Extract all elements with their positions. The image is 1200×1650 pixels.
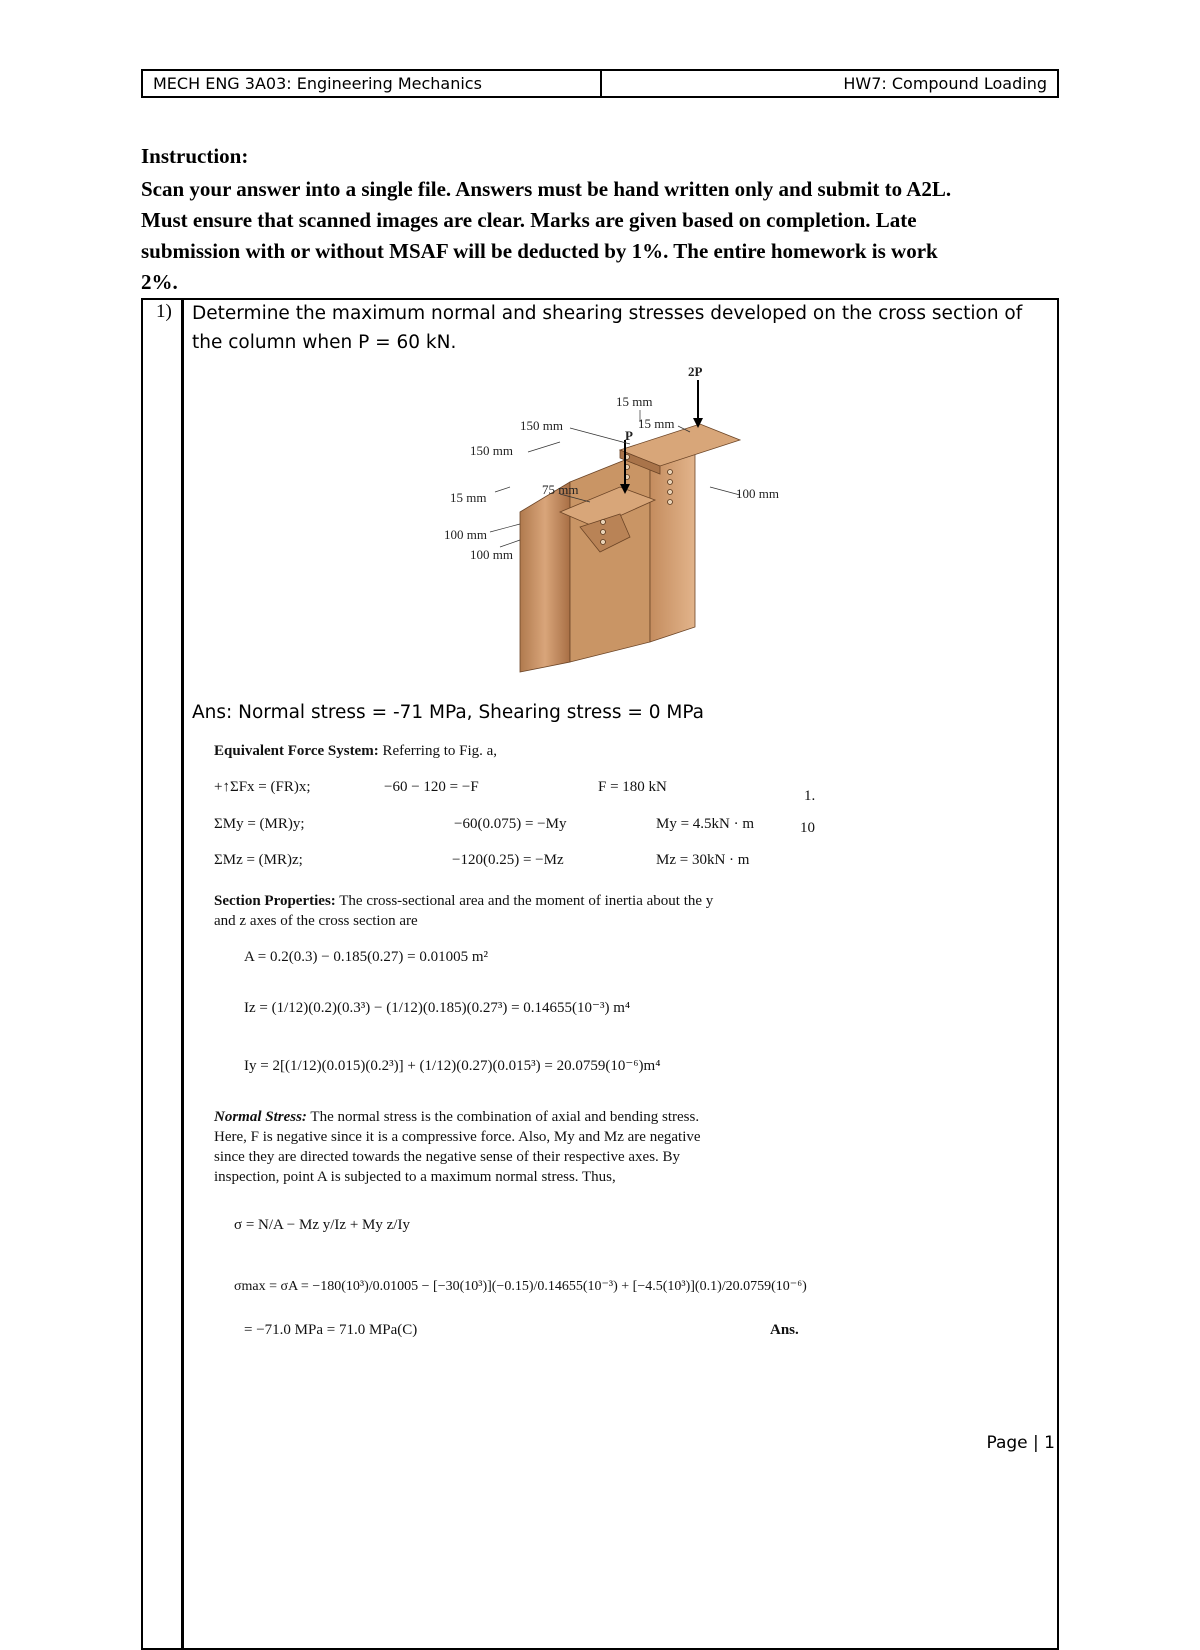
question-text [192,299,1042,357]
sp-title: Section Properties: [214,893,336,909]
header-divider [600,71,602,96]
area-equation: A = 0.2(0.3) − 0.185(0.27) = 0.01005 m² [244,949,489,965]
sp-text: The cross-sectional area and the moment of inertia about the y [335,893,714,909]
table-column-divider [181,298,184,1650]
eq2-result: My = 4.5kN · m [656,816,755,832]
question-number: 1) [156,301,172,322]
efs-heading [214,743,497,760]
column-web [570,450,650,662]
efs-title: Equivalent Force System: [214,743,379,759]
ns-text-2: Here, F is negative since it is a compressive force. Also, My and Mz are negative [214,1129,701,1145]
dim-150mm-b: 150 mm [470,443,513,458]
eq3-body: −120(0.25) = −Mz [452,852,564,868]
eq1-body: −60 − 120 = −F [384,779,479,795]
page-number: Page | 1 [986,1433,1055,1453]
eq3-result: Mz = 30kN · m [656,852,750,868]
dim-150mm-a: 150 mm [520,418,563,433]
course-title: MECH ENG 3A03: Engineering Mechanics [153,74,482,93]
sigma-equation: σ = N/A − Mz y/Iz + My z/Iy [234,1217,410,1233]
dim-100mm-right: 100 mm [736,486,779,501]
table-right-border [1057,298,1059,1650]
ns-text: The normal stress is the combination of axial and bending stress. [306,1109,700,1125]
page-header [141,69,1059,98]
sigma-max-equation: σmax = σA = −180(10³)/0.01005 − [−30(10³)](−0.15)/0.14655(10⁻³) + [−4.5(10³)](0.1)/20.0759(10⁻⁶) [234,1279,807,1294]
label-p: P [625,428,633,443]
instruction-line: Scan your answer into a single file. Answers must be hand written only and submit to A2L. [141,177,952,201]
margin-note-2: 10 [800,820,815,836]
result-equation: = −71.0 MPa = 71.0 MPa(C) [244,1322,418,1338]
dim-75mm: 75 mm [542,482,579,497]
instruction-line: submission with or without MSAF will be deducted by 1%. The entire homework is work [141,239,938,263]
eq1-label: +↑ΣFx = (FR)x; [214,779,311,795]
column-figure [440,362,800,682]
instruction-title: Instruction: [141,144,249,168]
label-2p: 2P [688,364,703,379]
dim-100mm-a: 100 mm [444,527,487,542]
dim-15mm-top: 15 mm [616,394,653,409]
instruction-line: Must ensure that scanned images are clear. Marks are given based on completion. Late [141,208,917,232]
table-left-border [141,298,143,1650]
eq2-body: −60(0.075) = −My [454,816,567,832]
dim-15mm-side: 15 mm [450,490,487,505]
eq3-label: ΣMz = (MR)z; [214,852,303,868]
efs-text: Referring to Fig. a, [378,743,498,759]
question-line: Determine the maximum normal and shearing stresses developed on the cross section of [192,303,1023,324]
dim-100mm-b: 100 mm [470,547,513,562]
ans-tag: Ans. [770,1322,799,1338]
sp-heading [214,893,814,910]
instruction-body [141,174,1059,298]
ns-heading [214,1109,814,1126]
homework-title: HW7: Compound Loading [843,74,1047,93]
margin-note-1: 1. [804,788,816,804]
dim-15mm-flange: 15 mm [638,416,675,431]
ns-title: Normal Stress: [214,1109,307,1125]
sp-text-2: and z axes of the cross section are [214,913,418,929]
instruction-line: 2%. [141,270,178,294]
eq2-label: ΣMy = (MR)y; [214,816,305,832]
question-line: the column when P = 60 kN. [192,332,457,353]
iz-equation: Iz = (1/12)(0.2)(0.3³) − (1/12)(0.185)(0.27³) = 0.14655(10⁻³) m⁴ [244,1000,631,1016]
ns-text-4: inspection, point A is subjected to a maximum normal stress. Thus, [214,1169,616,1185]
iy-equation: Iy = 2[(1/12)(0.015)(0.2³)] + (1/12)(0.27)(0.015³) = 20.0759(10⁻⁶)m⁴ [244,1058,661,1074]
eq1-result: F = 180 kN [598,779,667,795]
answer-text: Ans: Normal stress = -71 MPa, Shearing stress = 0 MPa [192,702,705,723]
column-flange-left [520,482,570,672]
ns-text-3: since they are directed towards the negative sense of their respective axes. By [214,1149,681,1165]
